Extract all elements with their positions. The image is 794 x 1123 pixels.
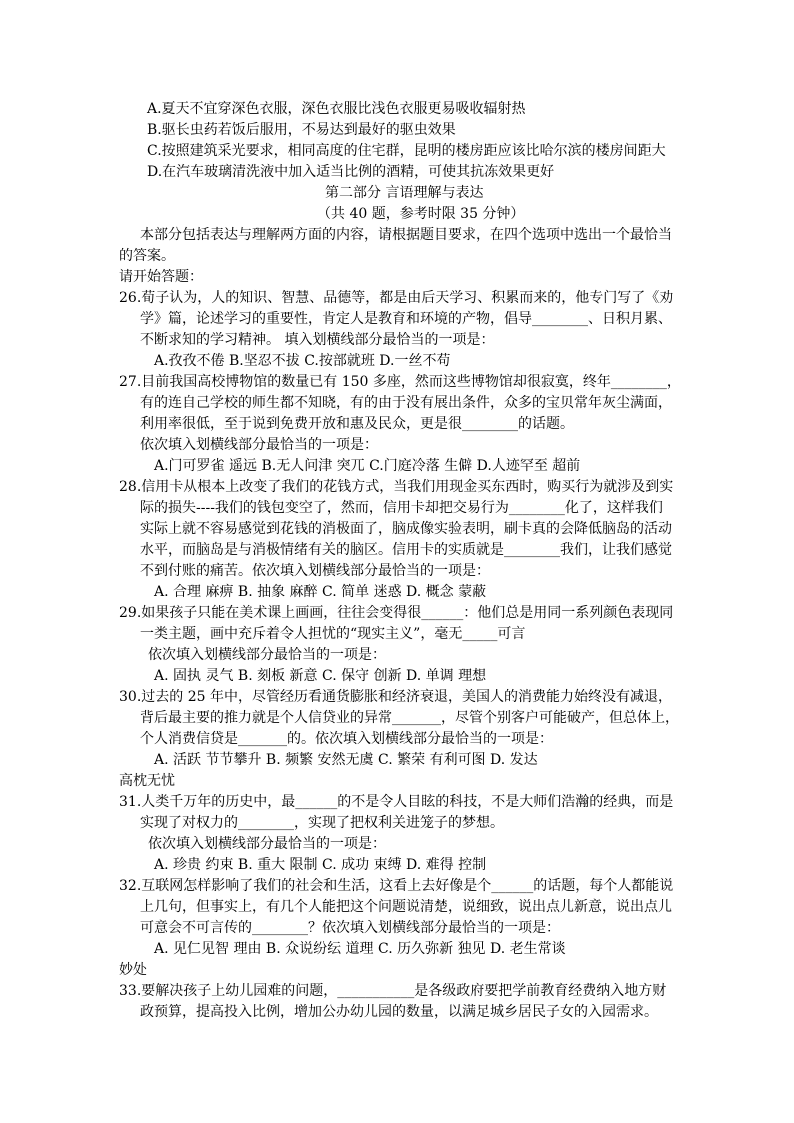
question-28-line: 28.信用卡从根本上改变了我们的花钱方式，当我们用现金买东西时，购买行为就涉及到实 [119, 479, 674, 495]
question-27-line: 27.目前我国高校博物馆的数量已有 150 多座，然而这些博物馆却很寂寞，终年________， [119, 374, 681, 390]
instruction-line: 本部分包括表达与理解两方面的内容，请根据题目要求，在四个选项中选出一个最恰当 [140, 227, 672, 243]
question-27-line: 利用率很低，至于说到免费开放和惠及民众，更是很________的话题。 [140, 416, 574, 432]
question-30-line: 30.过去的 25 年中，尽管经历看通货膨胀和经济衰退，美国人的消费能力始终没有减退， [119, 689, 672, 705]
question-29-line: 29.如果孩子只能在美术课上画画，往往会变得很______：他们总是用同一系列颜色表现同 [119, 605, 674, 621]
option-line: C.按照建筑采光要求，相同高度的住宅群，昆明的楼房距应该比哈尔滨的楼房间距大 [147, 143, 666, 159]
question-31-line: 实现了对权力的________，实现了把权利关进笼子的梦想。 [140, 815, 504, 831]
question-26-line: 26.荀子认为，人的知识、智慧、品德等，都是由后天学习、积累而来的，他专门写了《劝 [119, 290, 674, 306]
question-30-options: A. 活跃 节节攀升 B. 频繁 安然无虞 C. 繁荣 有利可图 D. 发达 [154, 752, 538, 768]
option-line: B.驱长虫药若饭后服用，不易达到最好的驱虫效果 [147, 122, 456, 138]
question-33-line: 33.要解决孩子上幼儿园难的问题，___________是各级政府要把学前教育经费纳入地方财 [119, 983, 667, 999]
option-line: D.在汽车玻璃清洗液中加入适当比例的酒精，可使其抗冻效果更好 [147, 164, 555, 180]
question-32-line: 32.互联网怎样影响了我们的社会和生活，这看上去好像是个______的话题，每个人都能说 [119, 878, 674, 894]
question-27-line: 依次填入划横线部分最恰当的一项是： [140, 437, 378, 453]
question-32-options: A. 见仁见智 理由 B. 众说纷纭 道理 C. 历久弥新 独见 D. 老生常谈 [154, 941, 566, 957]
question-29-line: 依次填入划横线部分最恰当的一项是： [148, 647, 386, 663]
question-29-options: A. 固执 灵气 B. 刻板 新意 C. 保守 创新 D. 单调 理想 [154, 668, 487, 684]
question-28-line: 实际上就不容易感觉到花钱的消极面了，脑成像实验表明，刷卡真的会降低脑岛的活动 [140, 521, 672, 537]
question-32-line: 可意会不可言传的________？依次填入划横线部分最恰当的一项是： [140, 920, 560, 936]
question-28-line: 际的损失----我们的钱包变空了，然而，信用卡却把交易行为________化了，这样我们 [140, 500, 663, 516]
question-28-line: 不到付账的痛苦。依次填入划横线部分最恰当的一项是： [140, 563, 490, 579]
question-27-options: A.门可罗雀 遥远 B.无人问津 突兀 C.门庭冷落 生僻 D.人迹罕至 超前 [154, 458, 581, 474]
question-33-line: 政预算，提高投入比例，增加公办幼儿园的数量，以满足城乡居民子女的入园需求。 [140, 1004, 658, 1020]
question-30-line: 背后最主要的推力就是个人信贷业的异常_______，尽管个别客户可能破产，但总体上， [140, 710, 679, 726]
option-line: A.夏天不宜穿深色衣服，深色衣服比浅色衣服更易吸收辐射热 [147, 101, 526, 117]
start-prompt: 请开始答题： [119, 269, 203, 285]
question-26-options: A.孜孜不倦 B.坚忍不拔 C.按部就班 D.一丝不苟 [154, 353, 451, 369]
instruction-line: 的答案。 [119, 248, 175, 264]
question-26-line: 学》篇，论述学习的重要性，肯定人是教育和环境的产物，倡导________、日积月累、 [140, 311, 672, 327]
question-31-line: 依次填入划横线部分最恰当的一项是： [148, 836, 386, 852]
question-30-line: 个人消费信贷是_______的。依次填入划横线部分最恰当的一项是： [140, 731, 553, 747]
question-30-options: 高枕无忧 [119, 773, 175, 789]
question-29-line: 一类主题，画中充斥着令人担忧的“现实主义”，毫无_____可言 [140, 626, 526, 642]
question-32-line: 上几句，但事实上，有几个人能把这个问题说清楚，说细致，说出点儿新意，说出点儿 [140, 899, 672, 915]
question-31-line: 31.人类千万年的历史中，最______的不是令人目眩的科技，不是大师们浩瀚的经典，而是 [119, 794, 674, 810]
section-subtitle: （共 40 题，参考时限 35 分钟） [317, 206, 525, 222]
section-title: 第二部分 言语理解与表达 [325, 185, 484, 201]
question-26-line: 不断求知的学习精神。 填入划横线部分最恰当的一项是： [140, 332, 495, 348]
question-28-options: A. 合理 麻痹 B. 抽象 麻醉 C. 简单 迷惑 D. 概念 蒙蔽 [154, 584, 487, 600]
question-28-line: 水平，而脑岛是与消极情绪有关的脑区。信用卡的实质就是________我们，让我们感觉 [140, 542, 672, 558]
question-27-line: 有的连自己学校的师生都不知晓，有的由于没有展出条件，众多的宝贝常年灰尘满面， [140, 395, 672, 411]
question-32-options: 妙处 [119, 962, 147, 978]
question-31-options: A. 珍贵 约束 B. 重大 限制 C. 成功 束缚 D. 难得 控制 [154, 857, 487, 873]
